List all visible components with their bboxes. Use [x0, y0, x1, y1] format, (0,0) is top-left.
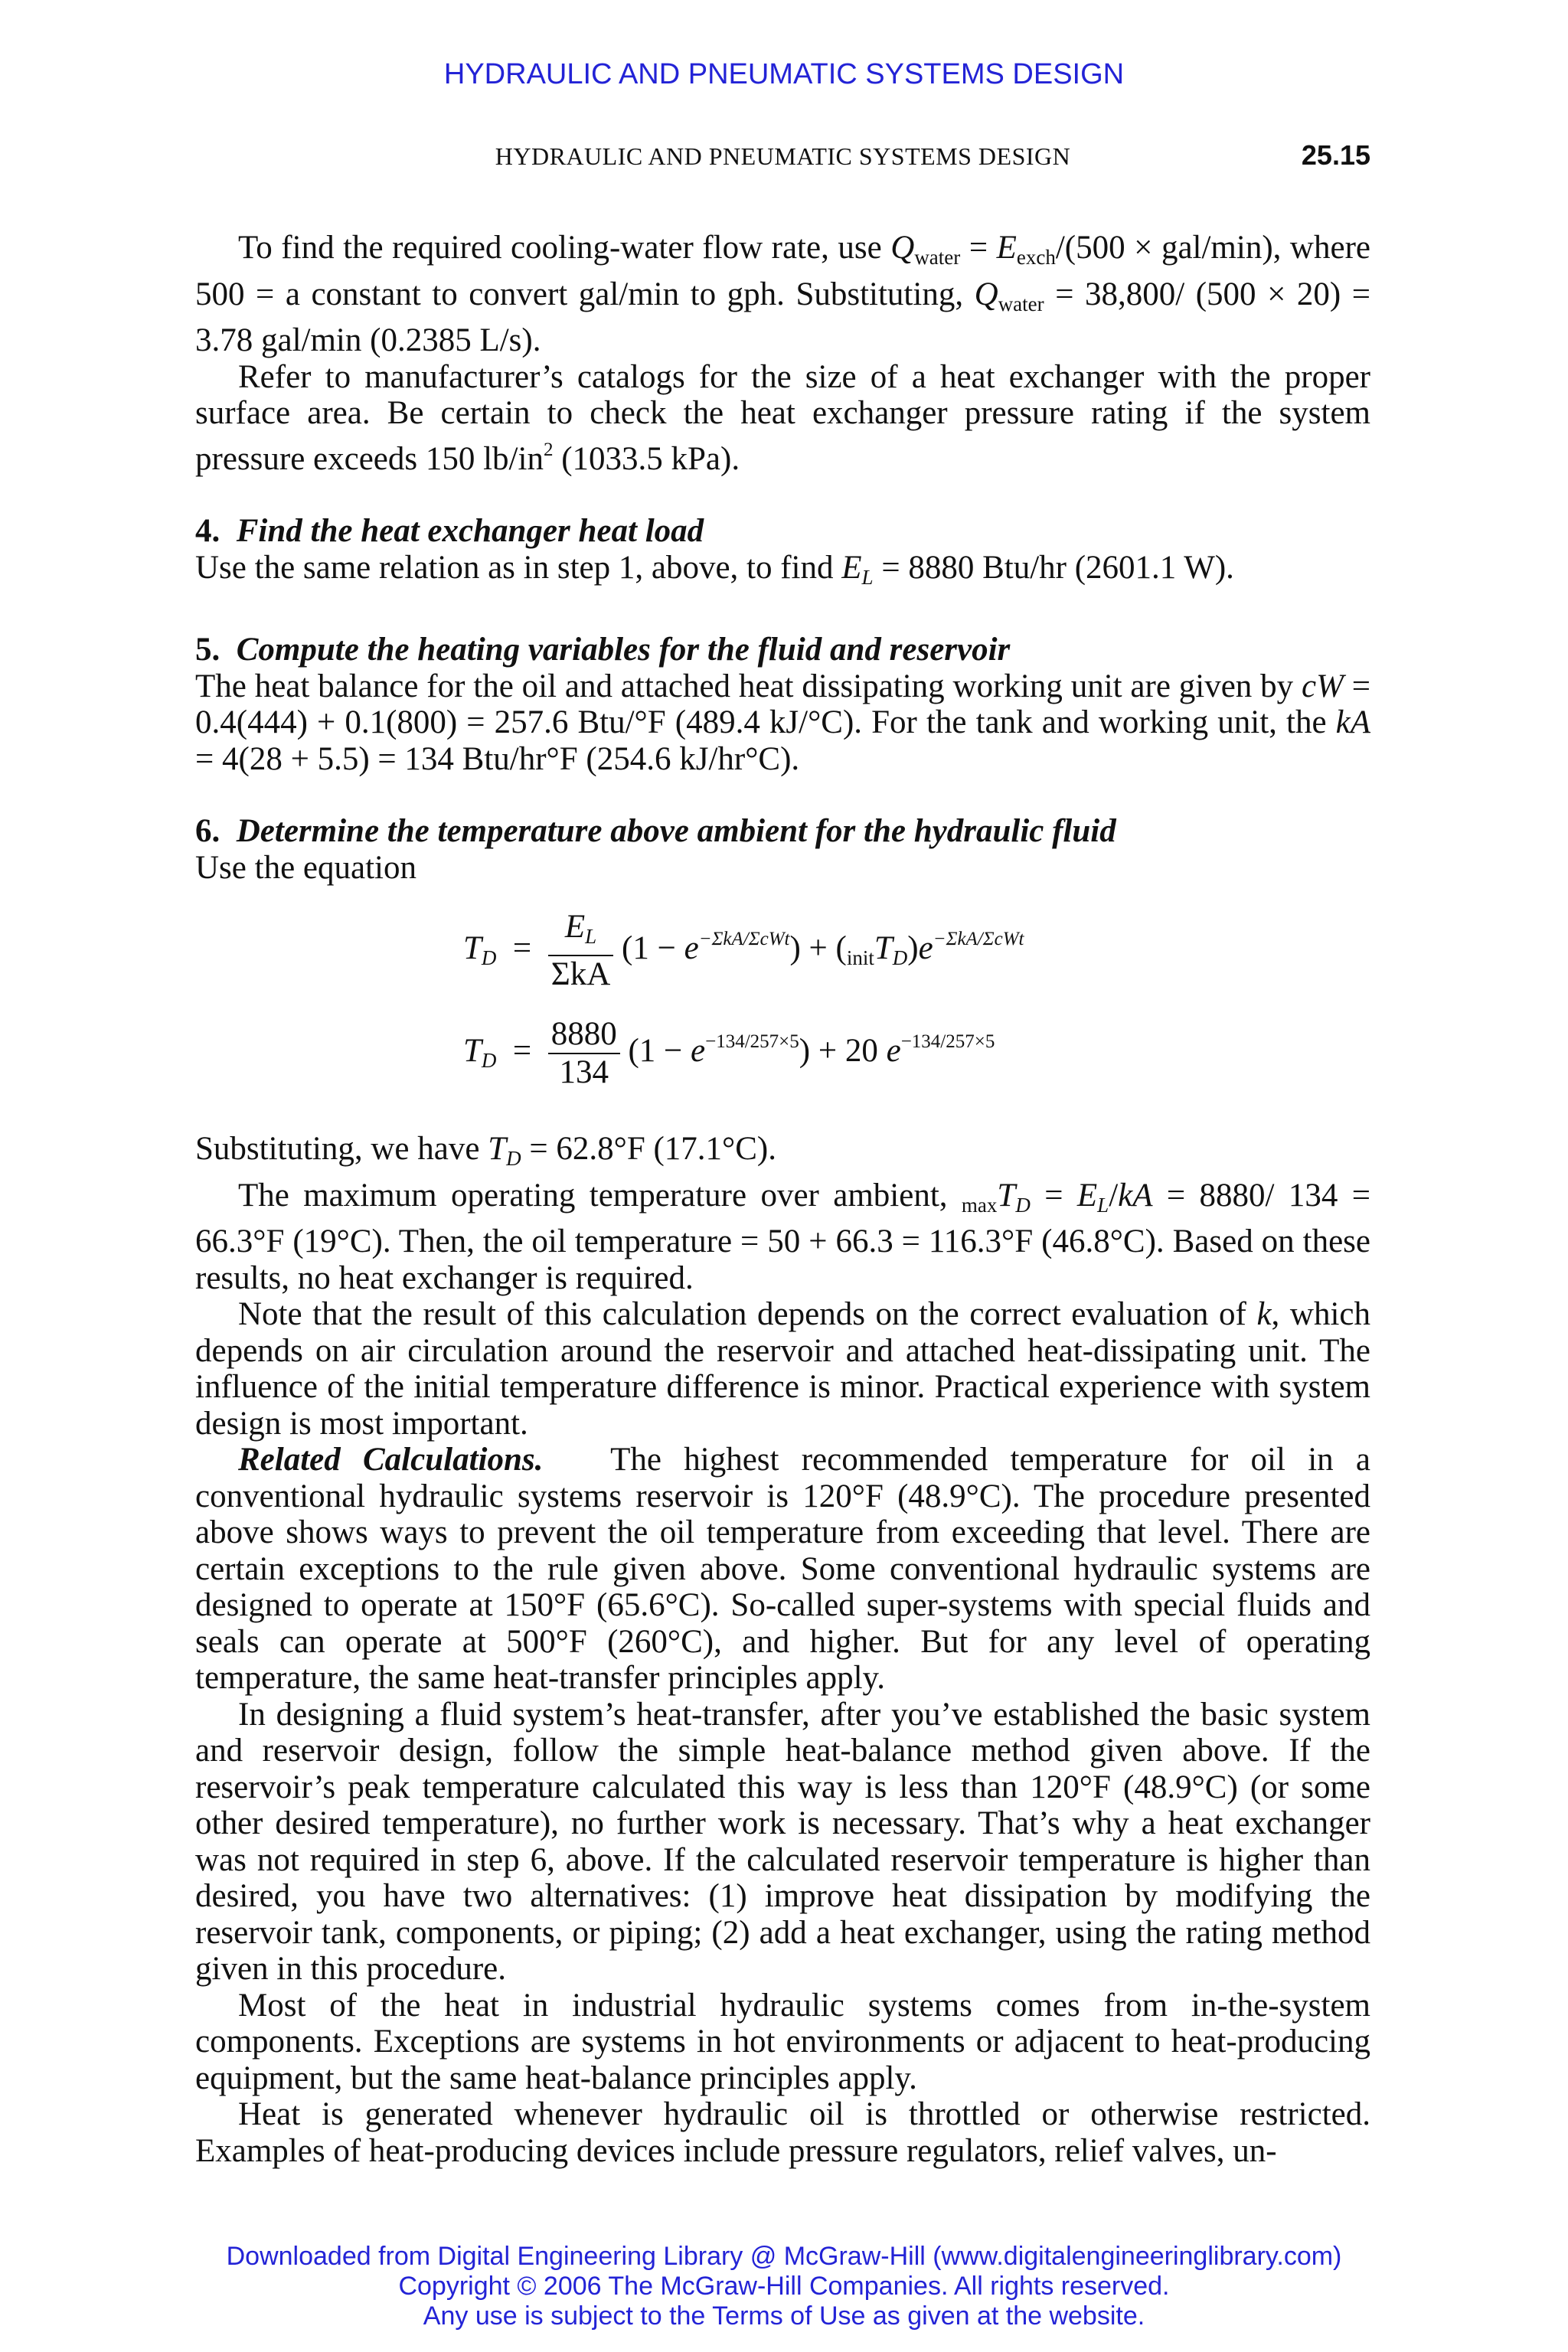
step-number: 5. [195, 632, 220, 668]
subscript-init: init [846, 946, 874, 969]
variable-t: T [463, 1032, 482, 1069]
fraction-numerator [548, 909, 614, 956]
text-run: , which depends on air circulation around the reservoir and attached heat-dissipating unit. The influence of the initial temperature difference is minor. Practical experience with system design is most important. [195, 1296, 1370, 1442]
text-run: = 38,800/ (500 × 20) = 3.78 gal/min (0.2385 L/s). [195, 276, 1370, 358]
variable-ka: kA [1335, 704, 1370, 740]
exponent: −134/257×5 [705, 1031, 799, 1052]
variable-e-exp: e [918, 929, 933, 966]
subscript-max: max [961, 1193, 998, 1217]
footer-download-line[interactable]: Downloaded from Digital Engineering Library @ McGraw-Hill (www.digitalengineeringlibrary.com) [226, 2242, 1342, 2271]
text-run: Refer to manufacturer’s catalogs for the size of a heat exchanger with the proper surface area. Be certain to check the heat exchanger pressure rating if the system pressure exceeds 150 lb/in [195, 358, 1370, 477]
step-title: Determine the temperature above ambient for the hydraulic fluid [236, 813, 1116, 849]
variable-t: T [997, 1177, 1016, 1214]
variable-t: T [874, 929, 893, 966]
subscript-l: L [861, 565, 874, 589]
variable-e-exp: e [886, 1032, 901, 1069]
step-6-heading [195, 813, 1370, 850]
page-body [195, 230, 1370, 2169]
variable-ka: kA [1118, 1177, 1153, 1214]
subscript-l: L [1097, 1193, 1109, 1217]
step-number: 4. [195, 513, 220, 549]
text-run: /(500 × gal/min), where 500 = a constant to convert gal/min to gph. Substituting, [195, 230, 1370, 312]
running-head-title: HYDRAULIC AND PNEUMATIC SYSTEMS DESIGN [495, 142, 1071, 170]
running-head [195, 139, 1370, 178]
equation-numeric [463, 1016, 995, 1091]
fraction-denominator: ΣkA [550, 956, 611, 992]
step-title: Find the heat exchanger heat load [236, 513, 704, 549]
paragraph-related-calculations [195, 1442, 1370, 1697]
subscript-water: water [914, 246, 961, 269]
text-run: / [1109, 1177, 1119, 1214]
variable-e: E [996, 230, 1017, 266]
step-6-text: Use the equation [195, 849, 416, 886]
exponent: −ΣkA/ΣcWt [698, 928, 790, 949]
text-run: = 4(28 + 5.5) = 134 Btu/hr°F (254.6 kJ/hr°C). [195, 740, 800, 777]
top-banner-title: HYDRAULIC AND PNEUMATIC SYSTEMS DESIGN [443, 58, 1125, 90]
text-run: = [960, 230, 997, 266]
text-run: ) + ( [789, 929, 847, 966]
variable-e: E [1076, 1177, 1098, 1214]
text-run: (1 − [622, 929, 684, 966]
variable-e: E [841, 549, 862, 586]
text-run: = 8880 Btu/hr (2601.1 W). [873, 549, 1234, 586]
step-5-text [195, 668, 1370, 778]
fraction-denominator: 134 [559, 1054, 609, 1090]
variable-cw: cW [1301, 668, 1344, 704]
fraction-8880-over-134 [548, 1016, 620, 1091]
related-calculations-heading: Related Calculations. [238, 1442, 544, 1478]
step-4-text [195, 550, 1370, 596]
subscript-d: D [481, 946, 497, 969]
subscript-d: D [481, 1048, 497, 1072]
equals-sign: = [512, 929, 532, 966]
subscript-l: L [585, 925, 597, 948]
variable-q: Q [974, 276, 998, 312]
step-4-heading [195, 513, 1370, 550]
text-run: (1 − [628, 1032, 691, 1069]
text-run: Note that the result of this calculation depends on the correct evaluation of [238, 1296, 1257, 1332]
subscript-water: water [998, 292, 1044, 315]
equals-sign: = [512, 1032, 532, 1069]
paragraph-heat-generated: Heat is generated whenever hydraulic oil is throttled or otherwise restricted. Examples of heat-producing devices include pressure regulators, relief valves, un- [195, 2096, 1370, 2169]
paragraph-manufacturer [195, 359, 1370, 478]
text-run: = 0.4(444) + 0.1(800) = 257.6 Btu/°F (489.4 kJ/°C). For the tank and working unit, the [195, 668, 1370, 740]
subscript-d: D [892, 946, 908, 969]
text-run: = 8880/ 134 = 66.3°F (19°C). Then, the oil temperature = 50 + 66.3 = 116.3°F (46.8°C). Based on these results, no heat exchanger is required. [195, 1177, 1370, 1296]
text-run: The heat balance for the oil and attached heat dissipating working unit are given by [195, 668, 1302, 704]
fraction-el-over-ska [548, 909, 614, 993]
exponent: −134/257×5 [900, 1031, 995, 1052]
variable-e: E [564, 909, 586, 945]
paragraph-max-temperature [195, 1178, 1370, 1297]
variable-e-exp: e [691, 1032, 706, 1069]
variable-k: k [1256, 1296, 1272, 1332]
fraction-numerator: 8880 [548, 1016, 620, 1054]
text-run: Substituting, we have [195, 1131, 488, 1167]
paragraph-substituting [195, 1131, 1370, 1178]
text-run: Use the same relation as in step 1, above, to find [195, 549, 842, 586]
subscript-exch: exch [1016, 246, 1056, 269]
step-number: 6. [195, 813, 220, 849]
variable-e-exp: e [684, 929, 699, 966]
exponent: −ΣkA/ΣcWt [933, 928, 1024, 949]
paragraph-heat-sources: Most of the heat in industrial hydraulic systems comes from in-the-system components. Exceptions are systems in hot environments or adjacent to heat-producing equipment, but the same heat-balance principles apply. [195, 1987, 1370, 2096]
text-run: The highest recommended temperature for oil in a conventional hydraulic systems reservoir is 120°F (48.9°C). The procedure presented above shows ways to prevent the oil temperature from exceeding that level. There are certain exceptions to the rule given above. Some conventional hydraulic systems are designed to operate at 150°F (65.6°C). So-called super-systems with special fluids and seals can operate at 500°F (260°C), and higher. But for any level of operating temperature, the same heat-transfer principles apply. [195, 1442, 1370, 1696]
paragraph-note [195, 1296, 1370, 1442]
variable-t: T [463, 929, 482, 966]
paragraph-cooling-water [195, 230, 1370, 359]
text-run: To find the required cooling-water flow rate, use [238, 230, 891, 266]
text-run: The maximum operating temperature over ambient, [238, 1177, 962, 1214]
text-run: ) + 20 [799, 1032, 887, 1069]
footer-terms-line[interactable]: Any use is subject to the Terms of Use as given at the website. [423, 2301, 1145, 2331]
text-run: = [1030, 1177, 1077, 1214]
equation-block [195, 901, 1370, 1123]
variable-q: Q [890, 230, 915, 266]
equation-general [463, 909, 1024, 993]
text-run: (1033.5 kPa). [553, 440, 740, 477]
paragraph-designing: In designing a fluid system’s heat-transfer, after you’ve established the basic system and reservoir design, follow the simple heat-balance method given above. If the reservoir’s peak temperature calculated this way is less than 120°F (48.9°C) (or some other desired temperature), no further work is necessary. That’s why a heat exchanger was not required in step 6, above. If the calculated reservoir temperature is higher than desired, you have two alternatives: (1) improve heat dissipation by modifying the reservoir tank, components, or piping; (2) add a heat exchanger, using the rating method given in this procedure. [195, 1696, 1370, 1987]
footer-copyright-line: Copyright © 2006 The McGraw-Hill Companies. All rights reserved. [398, 2272, 1170, 2301]
subscript-d: D [506, 1147, 521, 1170]
footer-notice [0, 2242, 1568, 2331]
step-5-heading [195, 632, 1370, 668]
variable-t: T [488, 1131, 507, 1167]
subscript-d: D [1015, 1193, 1031, 1217]
page-number: 25.15 [1301, 139, 1370, 171]
text-run: = 62.8°F (17.1°C). [521, 1131, 777, 1167]
step-title: Compute the heating variables for the fluid and reservoir [236, 632, 1011, 668]
superscript: 2 [543, 439, 554, 460]
text-run: ) [907, 929, 919, 966]
